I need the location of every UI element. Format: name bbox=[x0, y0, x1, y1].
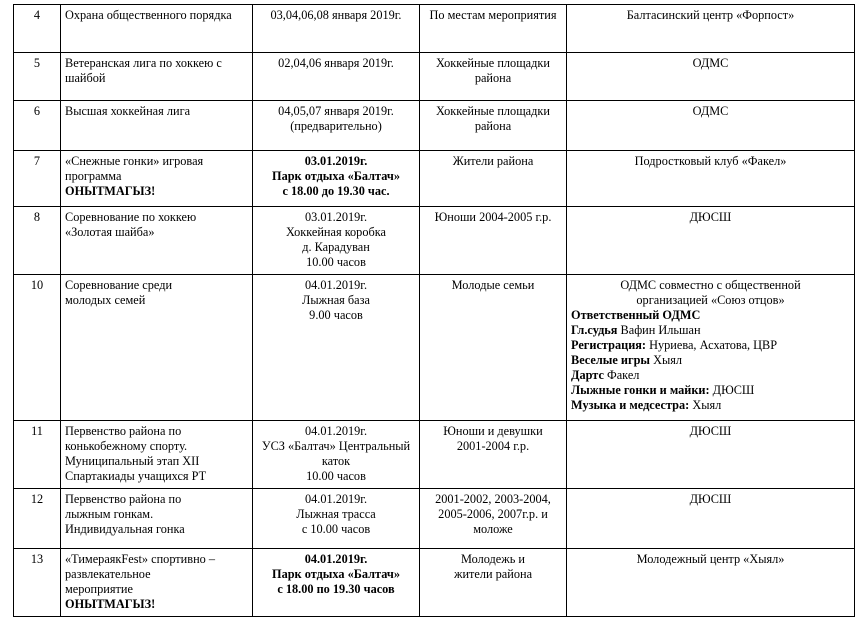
row-number: 4 bbox=[14, 5, 61, 53]
row-place bbox=[420, 549, 567, 617]
row-date-line: каток bbox=[321, 454, 351, 468]
row-org-line bbox=[571, 383, 850, 398]
row-date-line: (предварительно) bbox=[290, 119, 382, 133]
row-place: Хоккейные площадки района bbox=[420, 53, 567, 101]
events-table bbox=[13, 4, 855, 617]
row-org-label: Гл.судья bbox=[571, 323, 618, 337]
row-event-name bbox=[61, 549, 253, 617]
row-org-line: организацией «Союз отцов» bbox=[636, 293, 785, 307]
row-date bbox=[253, 275, 420, 421]
row-place: Жители района bbox=[420, 151, 567, 207]
table-row bbox=[14, 489, 855, 549]
row-org-line: Ответственный ОДМС bbox=[571, 308, 701, 322]
row-date bbox=[253, 549, 420, 617]
row-event-name bbox=[61, 489, 253, 549]
table-row bbox=[14, 207, 855, 275]
row-date-line: Лыжная трасса bbox=[296, 507, 376, 521]
row-name-line: программа bbox=[65, 169, 122, 183]
row-place-line: Молодежь и bbox=[460, 552, 526, 566]
row-event-name bbox=[61, 275, 253, 421]
row-date: 03,04,06,08 января 2019г. bbox=[253, 5, 420, 53]
row-date-line: Парк отдыха «Балтач» bbox=[272, 567, 400, 581]
row-name-line: «ТимераякFest» спортивно – bbox=[65, 552, 216, 566]
row-date-line: 04.01.2019г. bbox=[304, 492, 368, 506]
row-organizer: ОДМС bbox=[567, 53, 855, 101]
row-number: 11 bbox=[14, 421, 61, 489]
row-date-line: 04.01.2019г. bbox=[304, 278, 368, 292]
table-row bbox=[14, 151, 855, 207]
table-row bbox=[14, 549, 855, 617]
row-date-line: 04.01.2019г. bbox=[304, 552, 368, 566]
row-name-line: лыжным гонкам. bbox=[65, 507, 154, 521]
row-date bbox=[253, 489, 420, 549]
row-name-line: мероприятие bbox=[65, 582, 133, 596]
row-date bbox=[253, 421, 420, 489]
row-org-line bbox=[571, 323, 850, 338]
row-event-name bbox=[61, 151, 253, 207]
row-org-line bbox=[571, 398, 850, 413]
row-date-line: с 18.00 до 19.30 час. bbox=[282, 184, 390, 198]
row-date-line: с 18.00 по 19.30 часов bbox=[277, 582, 395, 596]
row-number: 8 bbox=[14, 207, 61, 275]
row-org-label: Лыжные гонки и майки: bbox=[571, 383, 710, 397]
row-place: Юноши 2004-2005 г.р. bbox=[420, 207, 567, 275]
row-date-line: д. Карадуван bbox=[302, 240, 370, 254]
row-place-line: Юноши и девушки bbox=[443, 424, 543, 438]
row-name-line: «Золотая шайба» bbox=[65, 225, 155, 239]
row-org-label: Дартс bbox=[571, 368, 604, 382]
row-date bbox=[253, 151, 420, 207]
row-date-line: УСЗ «Балтач» Центральный bbox=[261, 439, 411, 453]
table-row bbox=[14, 5, 855, 53]
row-name-line: Индивидуальная гонка bbox=[65, 522, 185, 536]
row-number: 13 bbox=[14, 549, 61, 617]
row-name-line: ОНЫТМАГЫЗ! bbox=[65, 184, 156, 198]
row-org-label: Музыка и медсестра: bbox=[571, 398, 690, 412]
row-org-line: ОДМС совместно с общественной bbox=[620, 278, 801, 292]
row-name-line: конькобежному спорту. bbox=[65, 439, 188, 453]
table-row bbox=[14, 53, 855, 101]
row-org-value: ДЮСШ bbox=[709, 383, 755, 397]
row-number: 6 bbox=[14, 101, 61, 151]
row-place: Хоккейные площадки района bbox=[420, 101, 567, 151]
row-place: Молодые семьи bbox=[420, 275, 567, 421]
row-org-value: Вафин Ильшан bbox=[617, 323, 701, 337]
row-org-value: Хыял bbox=[689, 398, 722, 412]
row-name-line: развлекательное bbox=[65, 567, 151, 581]
row-date-line: 03.01.2019г. bbox=[304, 154, 368, 168]
row-date-line: 10.00 часов bbox=[306, 469, 366, 483]
row-date-line: Парк отдыха «Балтач» bbox=[272, 169, 400, 183]
row-organizer: ОДМС bbox=[567, 101, 855, 151]
row-number: 10 bbox=[14, 275, 61, 421]
row-organizer: ДЮСШ bbox=[567, 207, 855, 275]
row-number: 7 bbox=[14, 151, 61, 207]
row-place-line: жители района bbox=[453, 567, 533, 581]
row-organizer: Молодежный центр «Хыял» bbox=[567, 549, 855, 617]
table-row bbox=[14, 275, 855, 421]
row-date-line: Лыжная база bbox=[302, 293, 370, 307]
row-date bbox=[253, 101, 420, 151]
row-number: 5 bbox=[14, 53, 61, 101]
row-date-line: 04.01.2019г. bbox=[304, 424, 368, 438]
row-organizer: ДЮСШ bbox=[567, 421, 855, 489]
row-place-line: 2001-2004 г.р. bbox=[456, 439, 530, 453]
row-org-label: Регистрация: bbox=[571, 338, 647, 352]
row-event-name: Ветеранская лига по хоккею с шайбой bbox=[61, 53, 253, 101]
table-row bbox=[14, 421, 855, 489]
row-number: 12 bbox=[14, 489, 61, 549]
row-org-label: Веселые игры bbox=[571, 353, 651, 367]
row-organizer: Подростковый клуб «Факел» bbox=[567, 151, 855, 207]
row-name-line: Первенство района по bbox=[65, 492, 182, 506]
row-org-line bbox=[571, 338, 850, 353]
row-date-line: 9.00 часов bbox=[309, 308, 363, 322]
row-name-line: ОНЫТМАГЫЗ! bbox=[65, 597, 156, 611]
row-name-line: Муниципальный этап XII bbox=[65, 454, 200, 468]
row-date-line: 03.01.2019г. bbox=[304, 210, 368, 224]
row-date-line: Хоккейная коробка bbox=[285, 225, 386, 239]
row-event-name: Высшая хоккейная лига bbox=[61, 101, 253, 151]
row-place bbox=[420, 489, 567, 549]
row-place-line: 2005-2006, 2007г.р. и bbox=[438, 507, 548, 521]
row-date-line: с 10.00 часов bbox=[301, 522, 371, 536]
row-date bbox=[253, 207, 420, 275]
row-event-name: Охрана общественного порядка bbox=[61, 5, 253, 53]
row-place-line: моложе bbox=[473, 522, 513, 536]
row-date-line: 04,05,07 января 2019г. bbox=[278, 104, 394, 118]
row-org-line bbox=[571, 353, 850, 368]
row-organizer bbox=[567, 275, 855, 421]
row-org-value: Факел bbox=[603, 368, 640, 382]
row-event-name bbox=[61, 421, 253, 489]
row-name-line: Первенство района по bbox=[65, 424, 182, 438]
row-date: 02,04,06 января 2019г. bbox=[253, 53, 420, 101]
row-name-line: молодых семей bbox=[65, 293, 146, 307]
row-org-line bbox=[571, 368, 850, 383]
row-event-name bbox=[61, 207, 253, 275]
row-name-line: Соревнование по хоккею bbox=[65, 210, 197, 224]
row-place-line: 2001-2002, 2003-2004, bbox=[435, 492, 551, 506]
row-org-value: Нуриева, Асхатова, ЦВР bbox=[646, 338, 778, 352]
row-organizer: Балтасинский центр «Форпост» bbox=[567, 5, 855, 53]
row-name-line: «Снежные гонки» игровая bbox=[65, 154, 204, 168]
row-date-line: 10.00 часов bbox=[306, 255, 366, 269]
row-org-value: Хыял bbox=[650, 353, 683, 367]
row-name-line: Спартакиады учащихся РТ bbox=[65, 469, 207, 483]
row-name-line: Соревнование среди bbox=[65, 278, 173, 292]
row-place bbox=[420, 421, 567, 489]
row-organizer: ДЮСШ bbox=[567, 489, 855, 549]
row-place: По местам мероприятия bbox=[420, 5, 567, 53]
table-row bbox=[14, 101, 855, 151]
